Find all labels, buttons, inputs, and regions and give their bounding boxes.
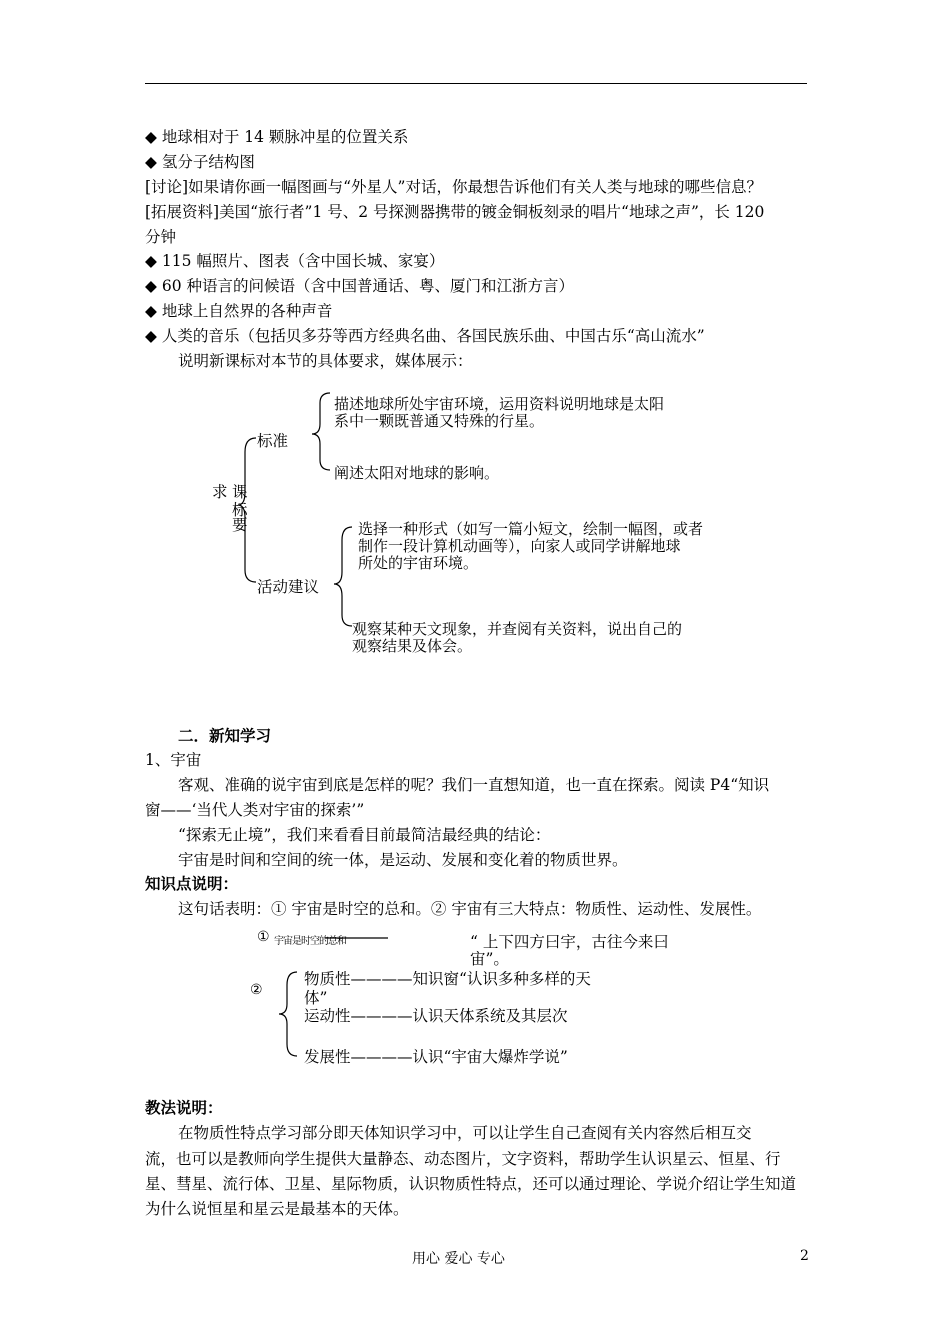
paragraph-1-line-1: 客观、准确的说宇宙到底是怎样的呢？我们一直想知道，也一直在探索。阅读 P4“知识 bbox=[178, 776, 770, 794]
material-line-2: 体” bbox=[304, 989, 328, 1007]
quote-line-2: 宙”。 bbox=[470, 950, 509, 968]
bullet-photos: ◆ 115 幅照片、图表（含中国长城、家宴） bbox=[145, 252, 445, 270]
paragraph-1-line-2: 窗——‘当代人类对宇宙的探索’” bbox=[145, 801, 365, 819]
material-line-1: 物质性————知识窗“认识多种多样的天 bbox=[304, 970, 591, 988]
bullet-nature-sounds: ◆ 地球上自然界的各种声音 bbox=[145, 302, 333, 320]
quote-line-1: “ 上下四方曰宇，古往今来曰 bbox=[470, 933, 669, 951]
activity-item-1b: 制作一段计算机动画等），向家人或同学讲解地球 bbox=[358, 537, 681, 555]
standard-item-1b: 系中一颗既普通又特殊的行星。 bbox=[334, 412, 545, 430]
bullet-pulsar: ◆ 地球相对于 14 颗脉冲星的位置关系 bbox=[145, 128, 409, 146]
root-char-1: 求 bbox=[212, 483, 228, 501]
bullet-languages: ◆ 60 种语言的问候语（含中国普通话、粤、厦门和江浙方言） bbox=[145, 277, 574, 295]
page-number: 2 bbox=[800, 1248, 809, 1264]
header-rule bbox=[145, 83, 807, 84]
activity-brace bbox=[334, 527, 352, 626]
standard-item-2: 阐述太阳对地球的影响。 bbox=[334, 464, 500, 482]
knowledge-point-text: 这句话表明：① 宇宙是时空的总和。② 宇宙有三大特点：物质性、运动性、发展性。 bbox=[178, 900, 762, 918]
knowledge-point-title: 知识点说明： bbox=[145, 874, 239, 893]
extend-text-1: [拓展资料]美国“旅行者”1 号、2 号探测器携带的镀金铜板刻录的唱片“地球之声”，长 120 bbox=[145, 203, 765, 221]
bullet-hydrogen: ◆ 氢分子结构图 bbox=[145, 153, 255, 171]
standard-label: 标准 bbox=[257, 432, 289, 450]
subheading-universe: 1、宇宙 bbox=[145, 751, 202, 769]
paragraph-3: 宇宙是时间和空间的统一体，是运动、发展和变化着的物质世界。 bbox=[178, 851, 628, 869]
paragraph-2: “探索无止境”，我们来看看目前最简洁最经典的结论： bbox=[178, 826, 551, 844]
activity-label: 活动建议 bbox=[257, 578, 320, 596]
method-line-3: 星、彗星、流行体、卫星、星际物质，认识物质性特点，还可以通过理论、学说介绍让学生知道 bbox=[145, 1175, 797, 1193]
circle-one-text: 宇宙是时空的总和 bbox=[274, 936, 346, 947]
footer-slogan: 用心 爱心 专心 bbox=[412, 1251, 505, 1267]
activity-item-2a: 观察某种天文现象，并查阅有关资料，说出自己的 bbox=[352, 620, 683, 638]
method-title: 教法说明： bbox=[145, 1098, 223, 1117]
section-2-title: 二．新知学习 bbox=[178, 726, 272, 745]
method-line-4: 为什么说恒星和星云是最基本的天体。 bbox=[145, 1200, 409, 1218]
circle-two-label: ② bbox=[250, 982, 263, 998]
circle-one-label: ① bbox=[257, 929, 270, 945]
development-line: 发展性————认识“宇宙大爆炸学说” bbox=[304, 1048, 568, 1066]
root-char-3: 标 bbox=[232, 501, 248, 519]
root-char-2: 课 bbox=[232, 483, 248, 501]
activity-item-2b: 观察结果及体会。 bbox=[352, 637, 473, 655]
intro-standard: 说明新课标对本节的具体要求，媒体展示： bbox=[178, 352, 473, 370]
characteristics-brace bbox=[279, 972, 297, 1056]
extend-text-2: 分钟 bbox=[145, 228, 177, 246]
method-line-2: 流，也可以是教师向学生提供大量静态、动态图片，文字资料，帮助学生认识星云、恒星、行 bbox=[145, 1150, 781, 1168]
activity-item-1c: 所处的宇宙环境。 bbox=[358, 554, 479, 572]
standard-brace bbox=[312, 393, 330, 470]
standard-item-1a: 描述地球所处宇宙环境，运用资料说明地球是太阳 bbox=[334, 395, 665, 413]
root-char-4: 要 bbox=[232, 516, 248, 534]
activity-item-1a: 选择一种形式（如写一篇小短文，绘制一幅图，或者 bbox=[358, 520, 704, 538]
motion-line: 运动性————认识天体系统及其层次 bbox=[304, 1007, 568, 1025]
method-line-1: 在物质性特点学习部分即天体知识学习中，可以让学生自己查阅有关内容然后相互交 bbox=[178, 1124, 752, 1142]
discussion-text: [讨论]如果请你画一幅图画与“外星人”对话，你最想告诉他们有关人类与地球的哪些信息？ bbox=[145, 178, 762, 196]
bullet-music: ◆ 人类的音乐（包括贝多芬等西方经典名曲、各国民族乐曲、中国古乐“高山流水” bbox=[145, 327, 705, 345]
